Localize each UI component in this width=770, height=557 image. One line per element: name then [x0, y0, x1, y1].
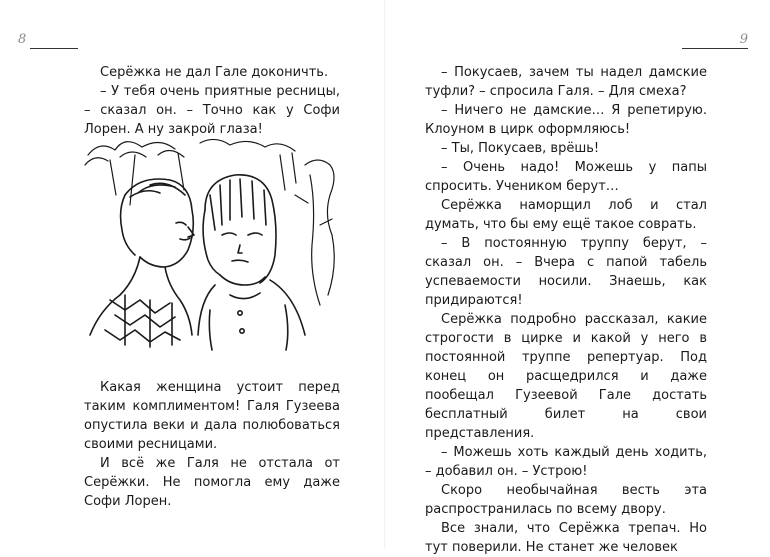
paragraph: – Покусаев, зачем ты надел дамские туфли? – спросила Галя. – Для смеха?	[425, 65, 707, 99]
header-rule-left	[30, 48, 78, 49]
paragraph: – Ничего не дамские… Я репетирую. Клоуном в цирк оформляюсь!	[425, 103, 707, 137]
trees-sketch	[85, 139, 334, 305]
boy-figure	[90, 179, 194, 347]
page-number-left: 8	[18, 32, 27, 47]
left-top-text	[84, 63, 340, 139]
illustration-boy-and-girl	[80, 135, 342, 360]
paragraph: Все знали, что Серёжка трепач. Но тут поверили. Не станет же человек	[425, 521, 707, 555]
paragraph: Серёжка наморщил лоб и стал думать, что бы ему ещё такое соврать.	[425, 198, 707, 232]
paragraph: Серёжка подробно рассказал, какие строгости в цирке и какой у него в постоянной труппе репертуар. Под конец он расщедрился и даже пообещал Гузеевой Гале достать бесплатный билет на свои представления.	[425, 312, 707, 441]
left-bottom-text	[84, 378, 340, 511]
paragraph: И всё же Галя не отстала от Серёжки. Не помогла ему даже Софи Лорен.	[84, 456, 340, 509]
paragraph: – Можешь хоть каждый день ходить, – добавил он. – Устрою!	[425, 445, 707, 479]
girl-figure	[198, 175, 305, 350]
paragraph: Какая женщина устоит перед таким комплиментом! Галя Гузеева опустила веки и дала полюбоваться своими ресницами.	[84, 380, 340, 452]
left-page	[0, 0, 385, 549]
paragraph: – В постоянную труппу берут, – сказал он. – Вчера с папой табель успеваемости носили. Знаешь, как придираются!	[425, 236, 707, 308]
paragraph: Скоро необычайная весть эта распространилась по всему двору.	[425, 483, 707, 517]
right-text	[425, 63, 707, 557]
paragraph: – Ты, Покусаев, врёшь!	[441, 141, 600, 156]
paragraph: Серёжка не дал Гале доконичть.	[100, 65, 329, 80]
header-rule-right	[682, 48, 748, 49]
page-number-right: 9	[739, 32, 748, 47]
paragraph: – У тебя очень приятные ресницы, – сказал он. – Точно как у Софи Лорен. А ну закрой глаза!	[84, 84, 340, 137]
paragraph: – Очень надо! Можешь у папы спросить. Учеником берут…	[425, 160, 707, 194]
